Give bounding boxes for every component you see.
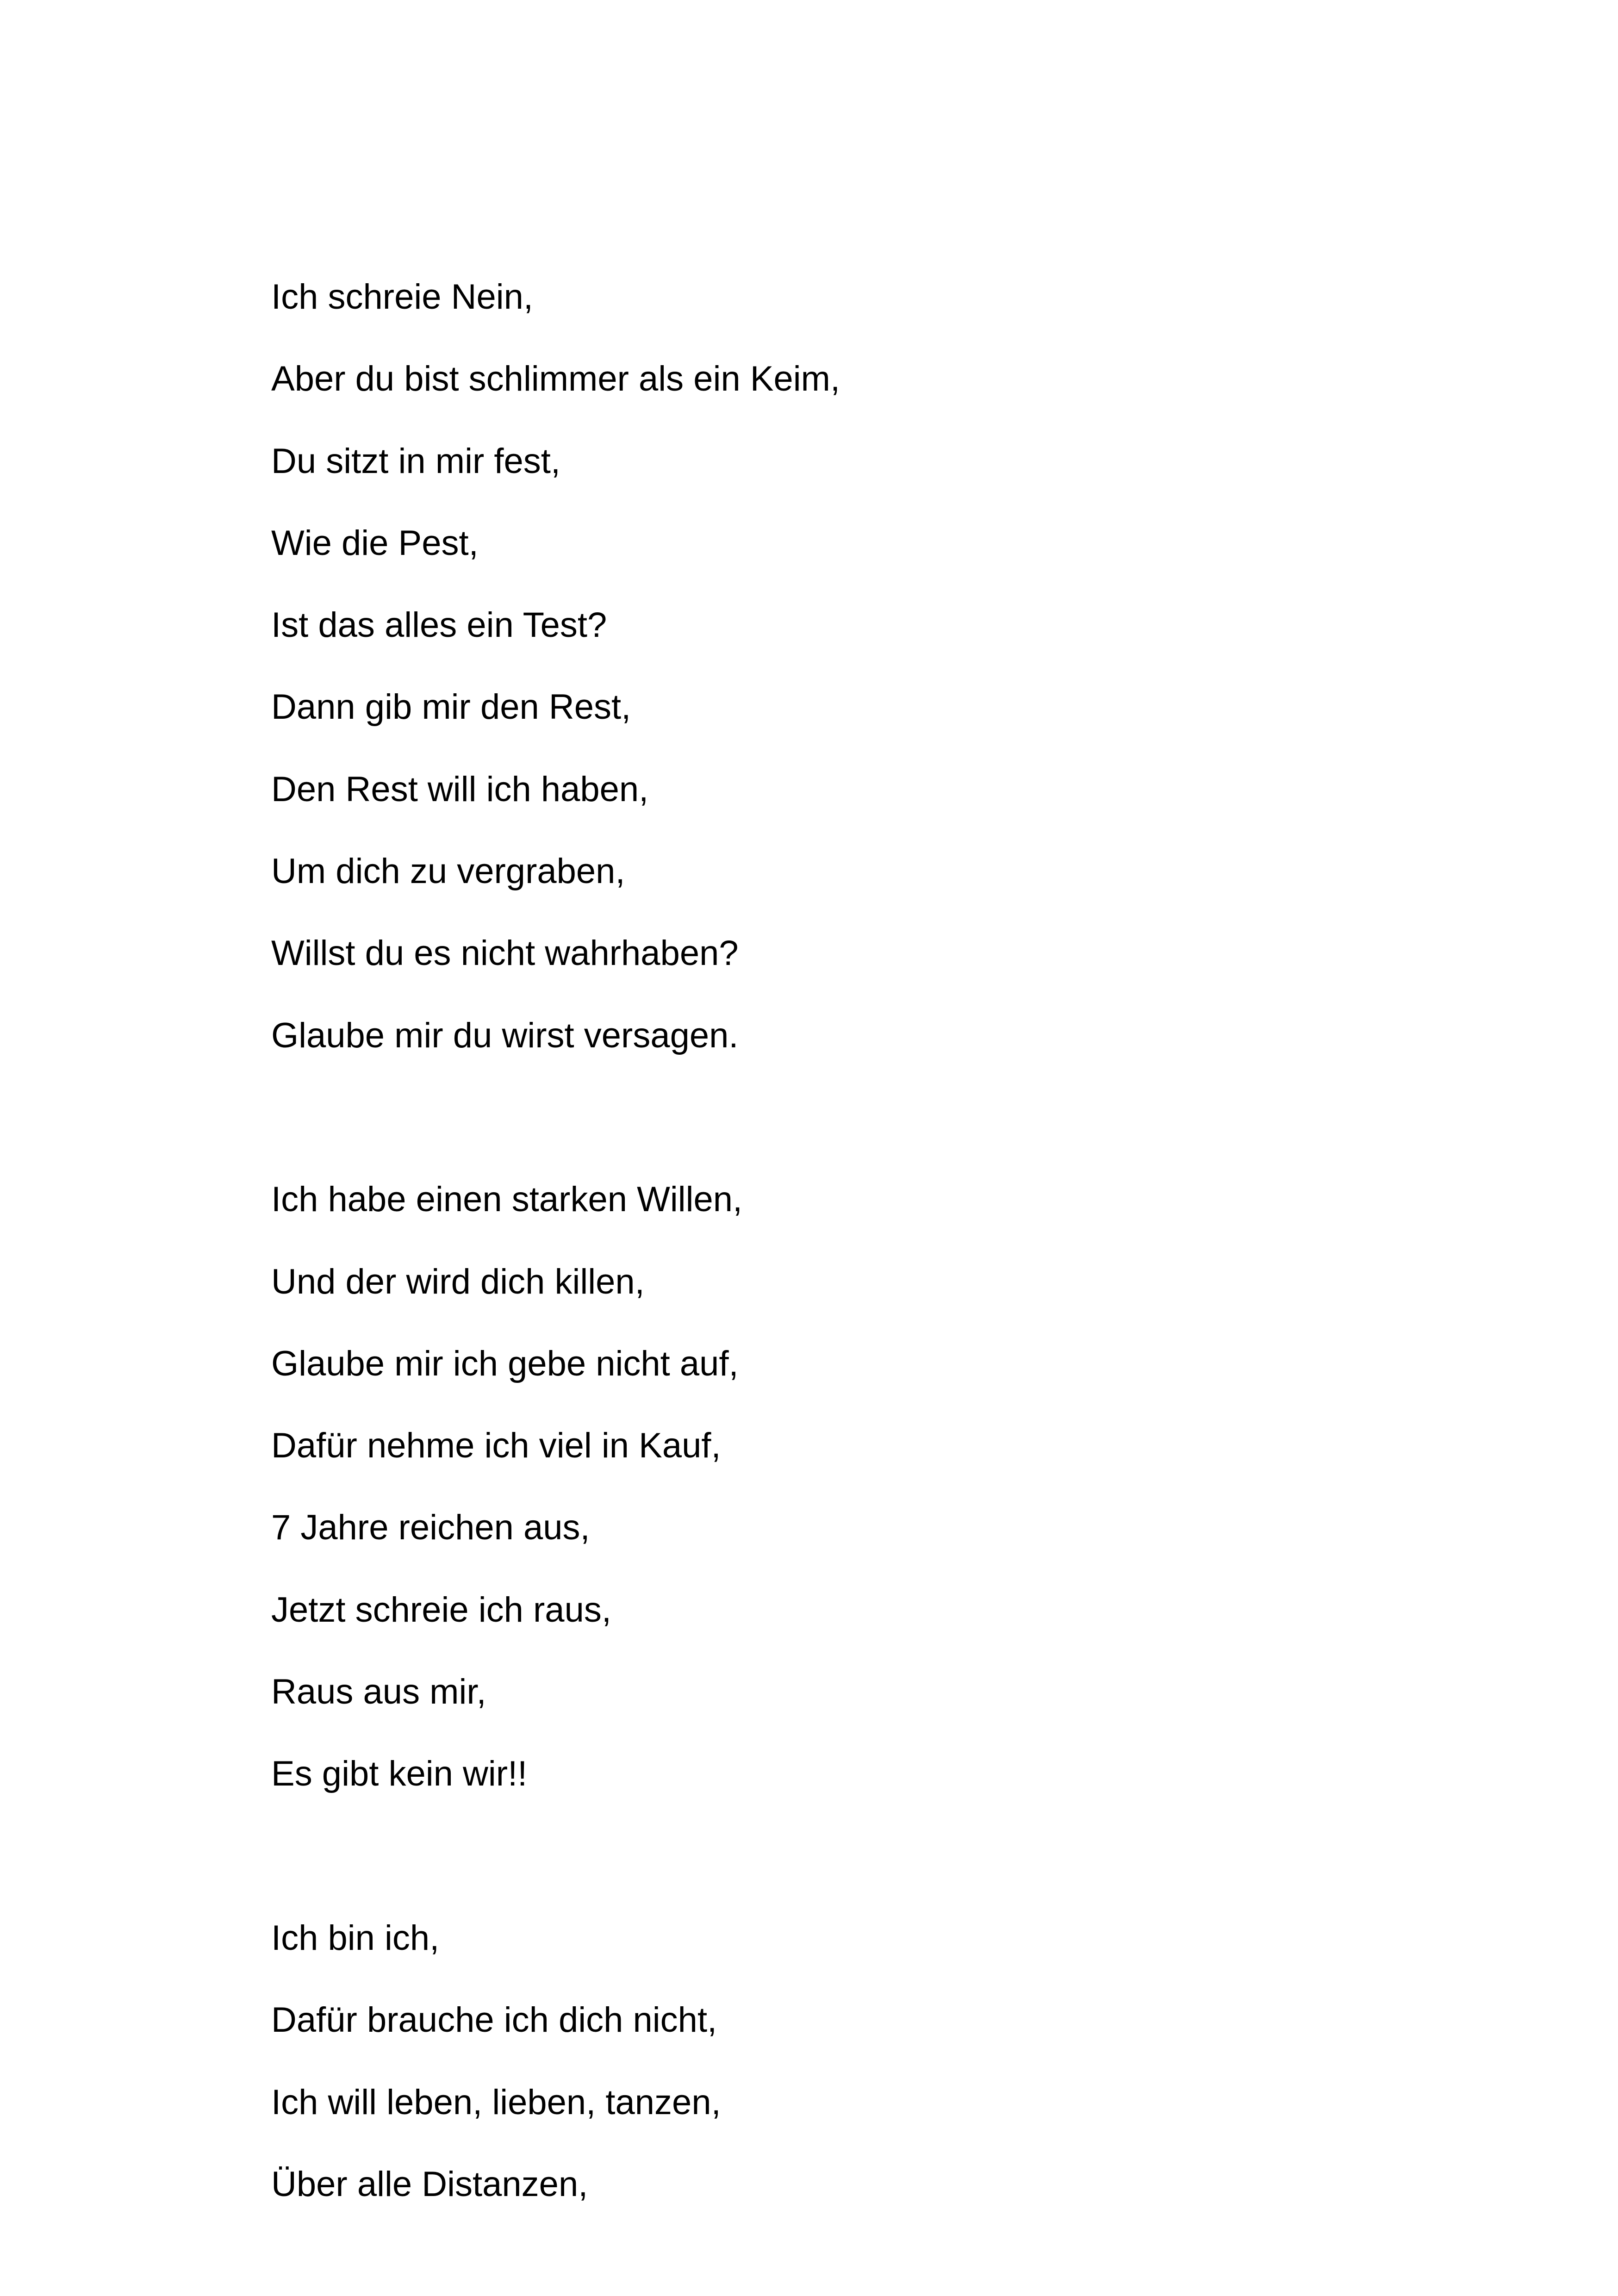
poem-line: Du sitzt in mir fest, — [271, 441, 560, 481]
poem-line: Den Rest will ich haben, — [271, 769, 649, 809]
poem-line: Dafür brauche ich dich nicht, — [271, 2000, 717, 2040]
poem-line: Ich schreie Nein, — [271, 277, 534, 317]
poem-line: Und der wird dich killen, — [271, 1262, 645, 1301]
poem-line: 7 Jahre reichen aus, — [271, 1508, 590, 1548]
poem — [271, 273, 1382, 2242]
poem-line: Ich bin ich, — [271, 1918, 440, 1958]
poem-line: Ich will leben, lieben, tanzen, — [271, 2082, 721, 2122]
poem-line: Über alle Distanzen, — [271, 2164, 588, 2204]
poem-line: Glaube mir du wirst versagen. — [271, 1015, 739, 1055]
stanza-gap — [271, 1832, 1382, 1914]
poem-line: Raus aus mir, — [271, 1672, 486, 1712]
poem-line: Dann gib mir den Rest, — [271, 687, 631, 727]
stanza-gap — [271, 1094, 1382, 1176]
poem-line: Um dich zu vergraben, — [271, 852, 625, 891]
poem-line: Wie die Pest, — [271, 523, 479, 563]
poem-line: Willst du es nicht wahrhaben? — [271, 933, 739, 973]
poem-line: Ich habe einen starken Willen, — [271, 1180, 743, 1220]
poem-line: Glaube mir ich gebe nicht auf, — [271, 1344, 739, 1383]
poem-line: Ist das alles ein Test? — [271, 605, 607, 645]
poem-line: Dafür nehme ich viel in Kauf, — [271, 1426, 721, 1466]
poem-line: Es gibt kein wir!! — [271, 1754, 528, 1794]
poem-line: Aber du bist schlimmer als ein Keim, — [271, 359, 840, 399]
poem-line: Jetzt schreie ich raus, — [271, 1590, 611, 1630]
